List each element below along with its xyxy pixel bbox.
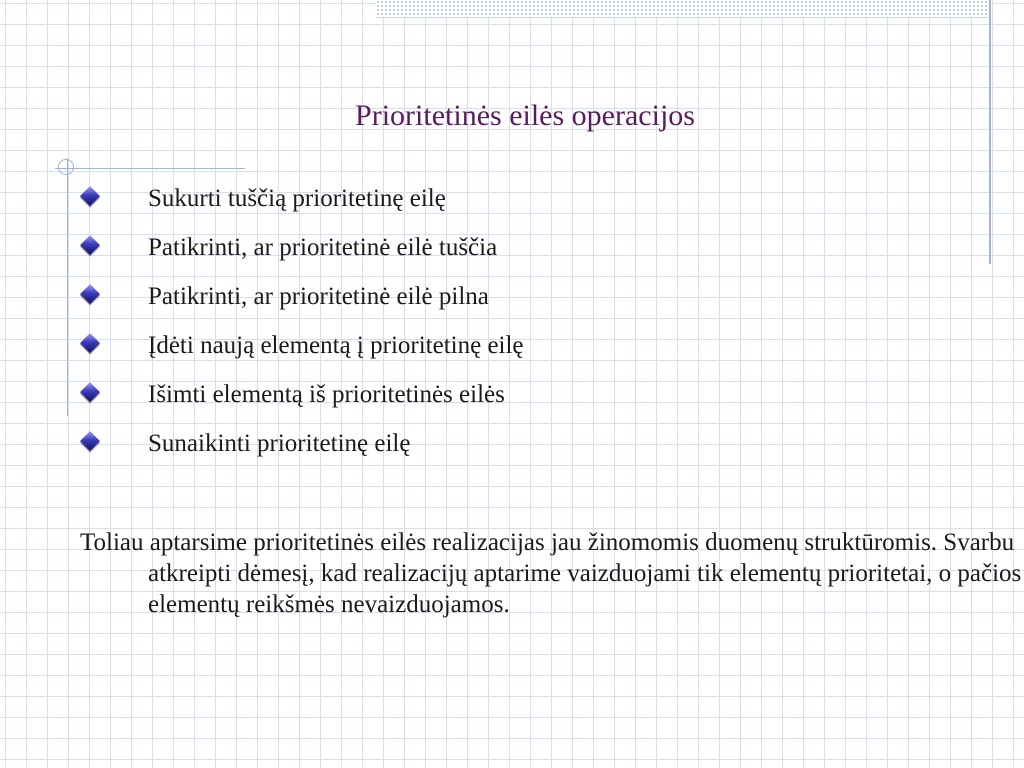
bullet-item bbox=[80, 372, 524, 421]
bullet-text: Sunaikinti prioritetinę eilę bbox=[148, 430, 411, 457]
bullet-text: Įdėti naują elementą į prioritetinę eilę bbox=[148, 332, 524, 359]
bullet-item bbox=[80, 176, 524, 225]
bullet-text: Patikrinti, ar prioritetinė eilė tuščia bbox=[148, 234, 498, 261]
diamond-bullet-icon bbox=[80, 186, 100, 206]
diamond-bullet-icon bbox=[80, 382, 100, 402]
slide-title: Prioritetinės eilės operacijos bbox=[355, 99, 695, 132]
decorative-circle bbox=[58, 159, 74, 175]
diamond-bullet-icon bbox=[80, 235, 100, 255]
bullet-text: Sukurti tuščią prioritetinę eilę bbox=[148, 185, 446, 212]
bullet-item bbox=[80, 274, 524, 323]
bullet-text: Patikrinti, ar prioritetinė eilė pilna bbox=[148, 283, 489, 310]
bullet-item bbox=[80, 225, 524, 274]
bullet-item bbox=[80, 421, 524, 470]
diamond-bullet-icon bbox=[80, 431, 100, 451]
bullet-item bbox=[80, 323, 524, 372]
decorative-vertical-line-left bbox=[67, 158, 68, 416]
bullet-text: Išimti elementą iš prioritetinės eilės bbox=[148, 381, 505, 408]
decorative-dotted-bar bbox=[376, 0, 990, 18]
body-paragraph: Toliau aptarsime prioritetinės eilės realizacijas jau žinomomis duomenų struktūromis. Svarbu atkreipti dėmesį, kad realizacijų aptarime vaizduojami tik elementų prioritetai, o pačios elementų reikšmės nevaizduojamos. bbox=[80, 529, 1022, 618]
diamond-bullet-icon bbox=[80, 284, 100, 304]
decorative-horizontal-line-left bbox=[55, 168, 245, 169]
bullet-list bbox=[80, 176, 524, 470]
diamond-bullet-icon bbox=[80, 333, 100, 353]
